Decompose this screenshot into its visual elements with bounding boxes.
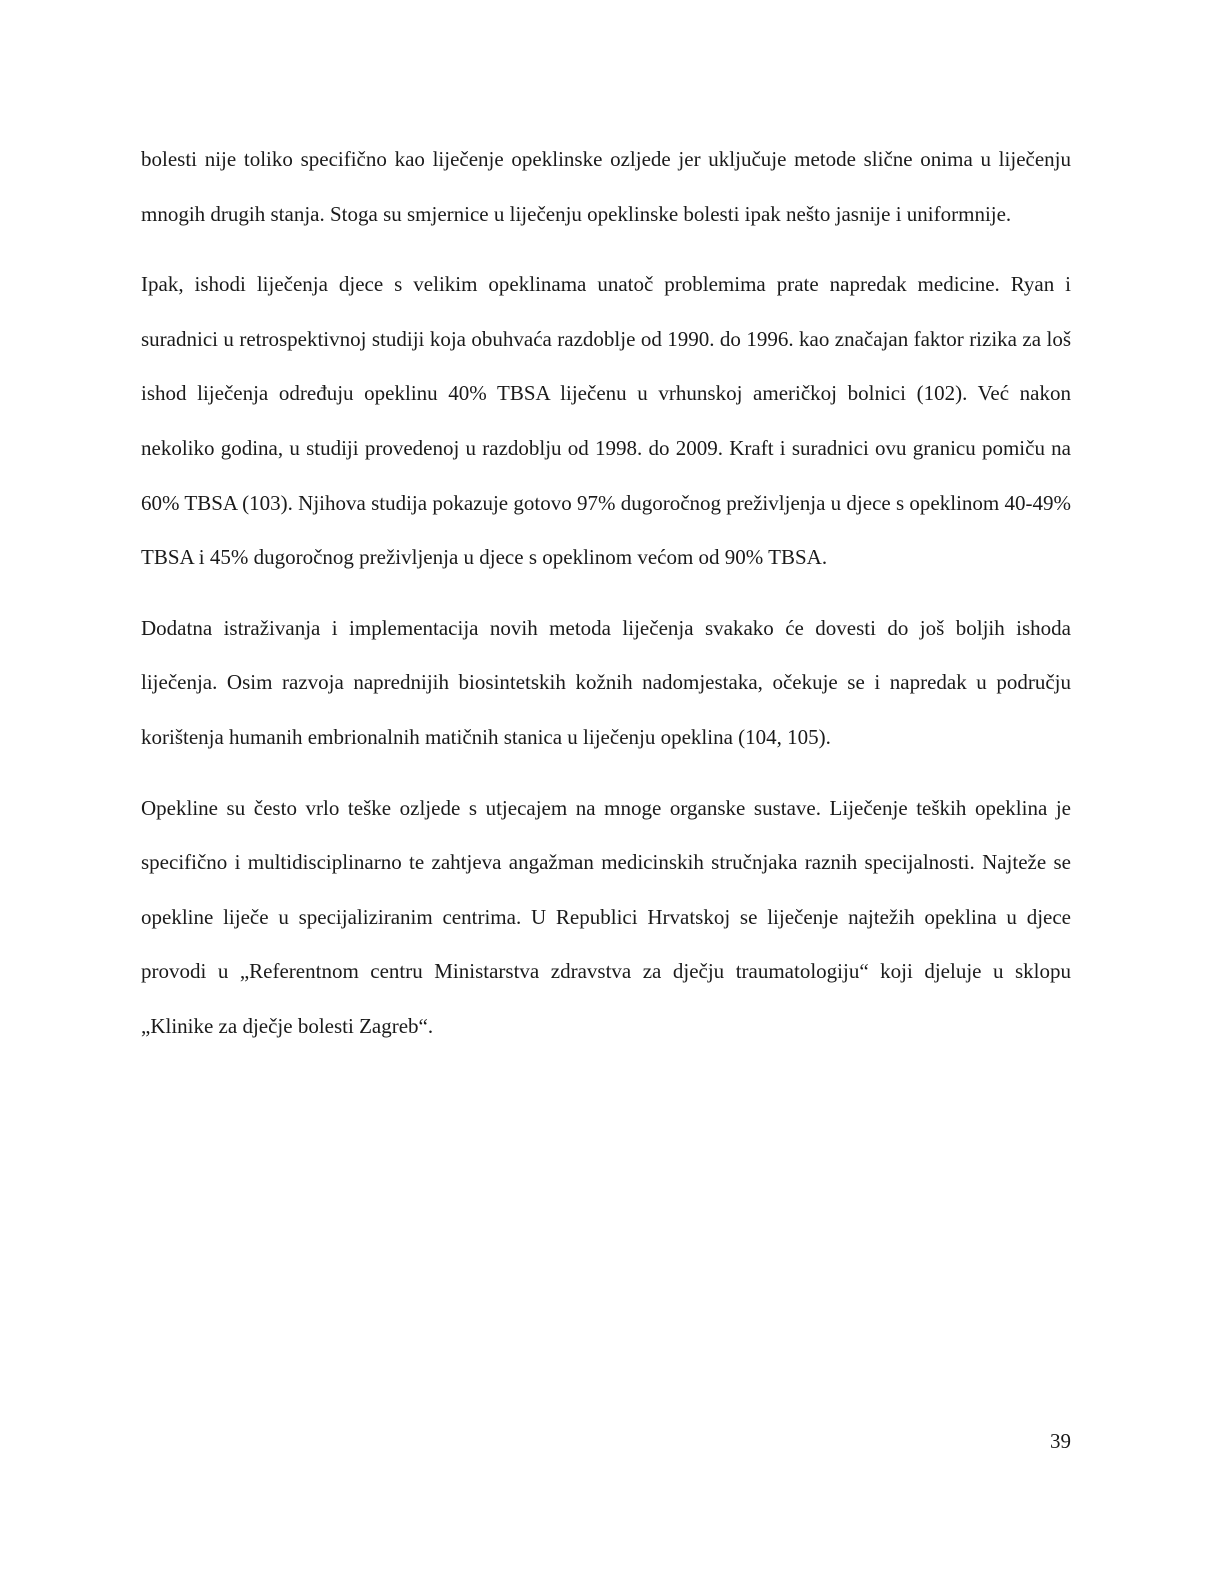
- page-number: 39: [1050, 1429, 1071, 1453]
- paragraph-4: Opekline su često vrlo teške ozljede s utjecajem na mnoge organske sustave. Liječenje teških opeklina je specifično i multidisciplinarno te zahtjeva angažman medicinskih stručnjaka raznih specijalnosti. Najteže se opekline liječe u specijaliziranim centrima. U Republici Hrvatskoj se liječenje najtežih opeklina u djece provodi u „Referentnom centru Ministarstva zdravstva za dječju traumatologiju“ koji djeluje u sklopu „Klinike za dječje bolesti Zagreb“.: [141, 795, 1071, 1038]
- paragraph-1: bolesti nije toliko specifično kao liječenje opeklinske ozljede jer uključuje metode slične onima u liječenju mnogih drugih stanja. Stoga su smjernice u liječenju opeklinske bolesti ipak nešto jasnije i uniformnije.: [141, 147, 1071, 226]
- body-text: [141, 132, 1071, 1070]
- paragraph-2: Ipak, ishodi liječenja djece s velikim opeklinama unatoč problemima prate napredak medicine. Ryan i suradnici u retrospektivnoj studiji koja obuhvaća razdoblje od 1990. do 1996. kao značajan faktor rizika za loš ishod liječenja određuju opeklinu 40% TBSA liječenu u vrhunskoj američkoj bolnici (102). Već nakon nekoliko godina, u studiji provedenoj u razdoblju od 1998. do 2009. Kraft i suradnici ovu granicu pomiču na 60% TBSA (103). Njihova studija pokazuje gotovo 97% dugoročnog preživljenja u djece s opeklinom 40-49% TBSA i 45% dugoročnog preživljenja u djece s opeklinom većom od 90% TBSA.: [141, 272, 1071, 570]
- paragraph-3: Dodatna istraživanja i implementacija novih metoda liječenja svakako će dovesti do još boljih ishoda liječenja. Osim razvoja naprednijih biosintetskih kožnih nadomjestaka, očekuje se i napredak u području korištenja humanih embrionalnih matičnih stanica u liječenju opeklina (104, 105).: [141, 615, 1071, 749]
